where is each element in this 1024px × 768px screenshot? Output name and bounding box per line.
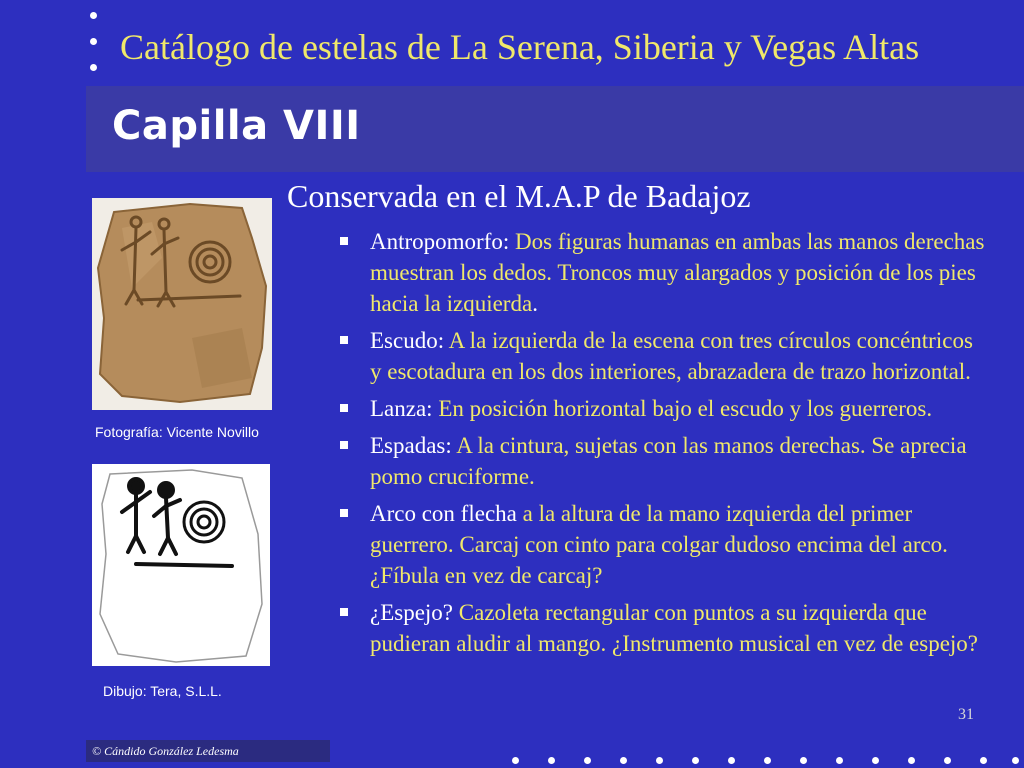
decor-dot (90, 64, 97, 71)
list-item (340, 393, 990, 424)
decor-dot (1012, 757, 1019, 764)
decor-dot (512, 757, 519, 764)
bullet-icon (340, 608, 348, 616)
description-list (340, 226, 990, 665)
catalog-title: Catálogo de estelas de La Serena, Siberia y Vegas Altas (120, 27, 920, 67)
item-text: Cazoleta rectangular con puntos a su izquierda que pudieran aludir al mango. ¿Instrumento musical en vez de espejo? (370, 600, 979, 656)
item-term: Antropomorfo: (370, 229, 516, 254)
decor-dot (692, 757, 699, 764)
decor-dot (584, 757, 591, 764)
stele-photo (92, 198, 272, 410)
item-term: ¿Espejo? (370, 600, 459, 625)
page-number: 31 (958, 706, 974, 723)
bullet-icon (340, 404, 348, 412)
decor-dot (548, 757, 555, 764)
decor-dot (620, 757, 627, 764)
item-term: Arco con flecha (370, 501, 517, 526)
item-term: Lanza: (370, 396, 439, 421)
list-item (340, 597, 990, 659)
list-item (340, 430, 990, 492)
photo-caption: Fotografía: Vicente Novillo (95, 424, 259, 440)
item-text: A la cintura, sujetas con las manos derechas. Se aprecia pomo cruciforme. (370, 433, 967, 489)
bullet-icon (340, 509, 348, 517)
decor-dot (980, 757, 987, 764)
decor-dot (872, 757, 879, 764)
copyright-label: © Cándido González Ledesma (86, 740, 330, 762)
decor-dot (728, 757, 735, 764)
stele-drawing-graphic (92, 464, 270, 666)
bullet-icon (340, 336, 348, 344)
decor-dot (90, 12, 97, 19)
slide-title: Capilla VIII (112, 103, 361, 149)
item-text: Dos figuras humanas en ambas las manos derechas muestran los dedos. Troncos muy alargados y posición de los pies hacia la izquierda (370, 229, 985, 316)
decor-dot (944, 757, 951, 764)
item-tail: . (532, 291, 538, 316)
drawing-caption: Dibujo: Tera, S.L.L. (103, 683, 222, 699)
decor-dot (800, 757, 807, 764)
stele-drawing (92, 464, 270, 666)
item-text: A la izquierda de la escena con tres círculos concéntricos y escotadura en los dos interiores, abrazadera de trazo horizontal. (370, 328, 973, 384)
decor-dot (656, 757, 663, 764)
item-text: En posición horizontal bajo el escudo y los guerreros. (438, 396, 933, 421)
list-item (340, 325, 990, 387)
bullet-icon (340, 441, 348, 449)
list-item (340, 226, 990, 319)
item-text: a la altura de la mano izquierda del primer guerrero. Carcaj con cinto para colgar dudoso encima del arco. ¿Fíbula en vez de carcaj? (370, 501, 948, 588)
decor-dot (908, 757, 915, 764)
decor-dot (90, 38, 97, 45)
list-item (340, 498, 990, 591)
slide-subtitle: Conservada en el M.A.P de Badajoz (287, 178, 751, 214)
item-term: Escudo: (370, 328, 449, 353)
decor-dot (836, 757, 843, 764)
decor-dot (764, 757, 771, 764)
item-term: Espadas: (370, 433, 457, 458)
stele-photo-graphic (92, 198, 272, 410)
bullet-icon (340, 237, 348, 245)
